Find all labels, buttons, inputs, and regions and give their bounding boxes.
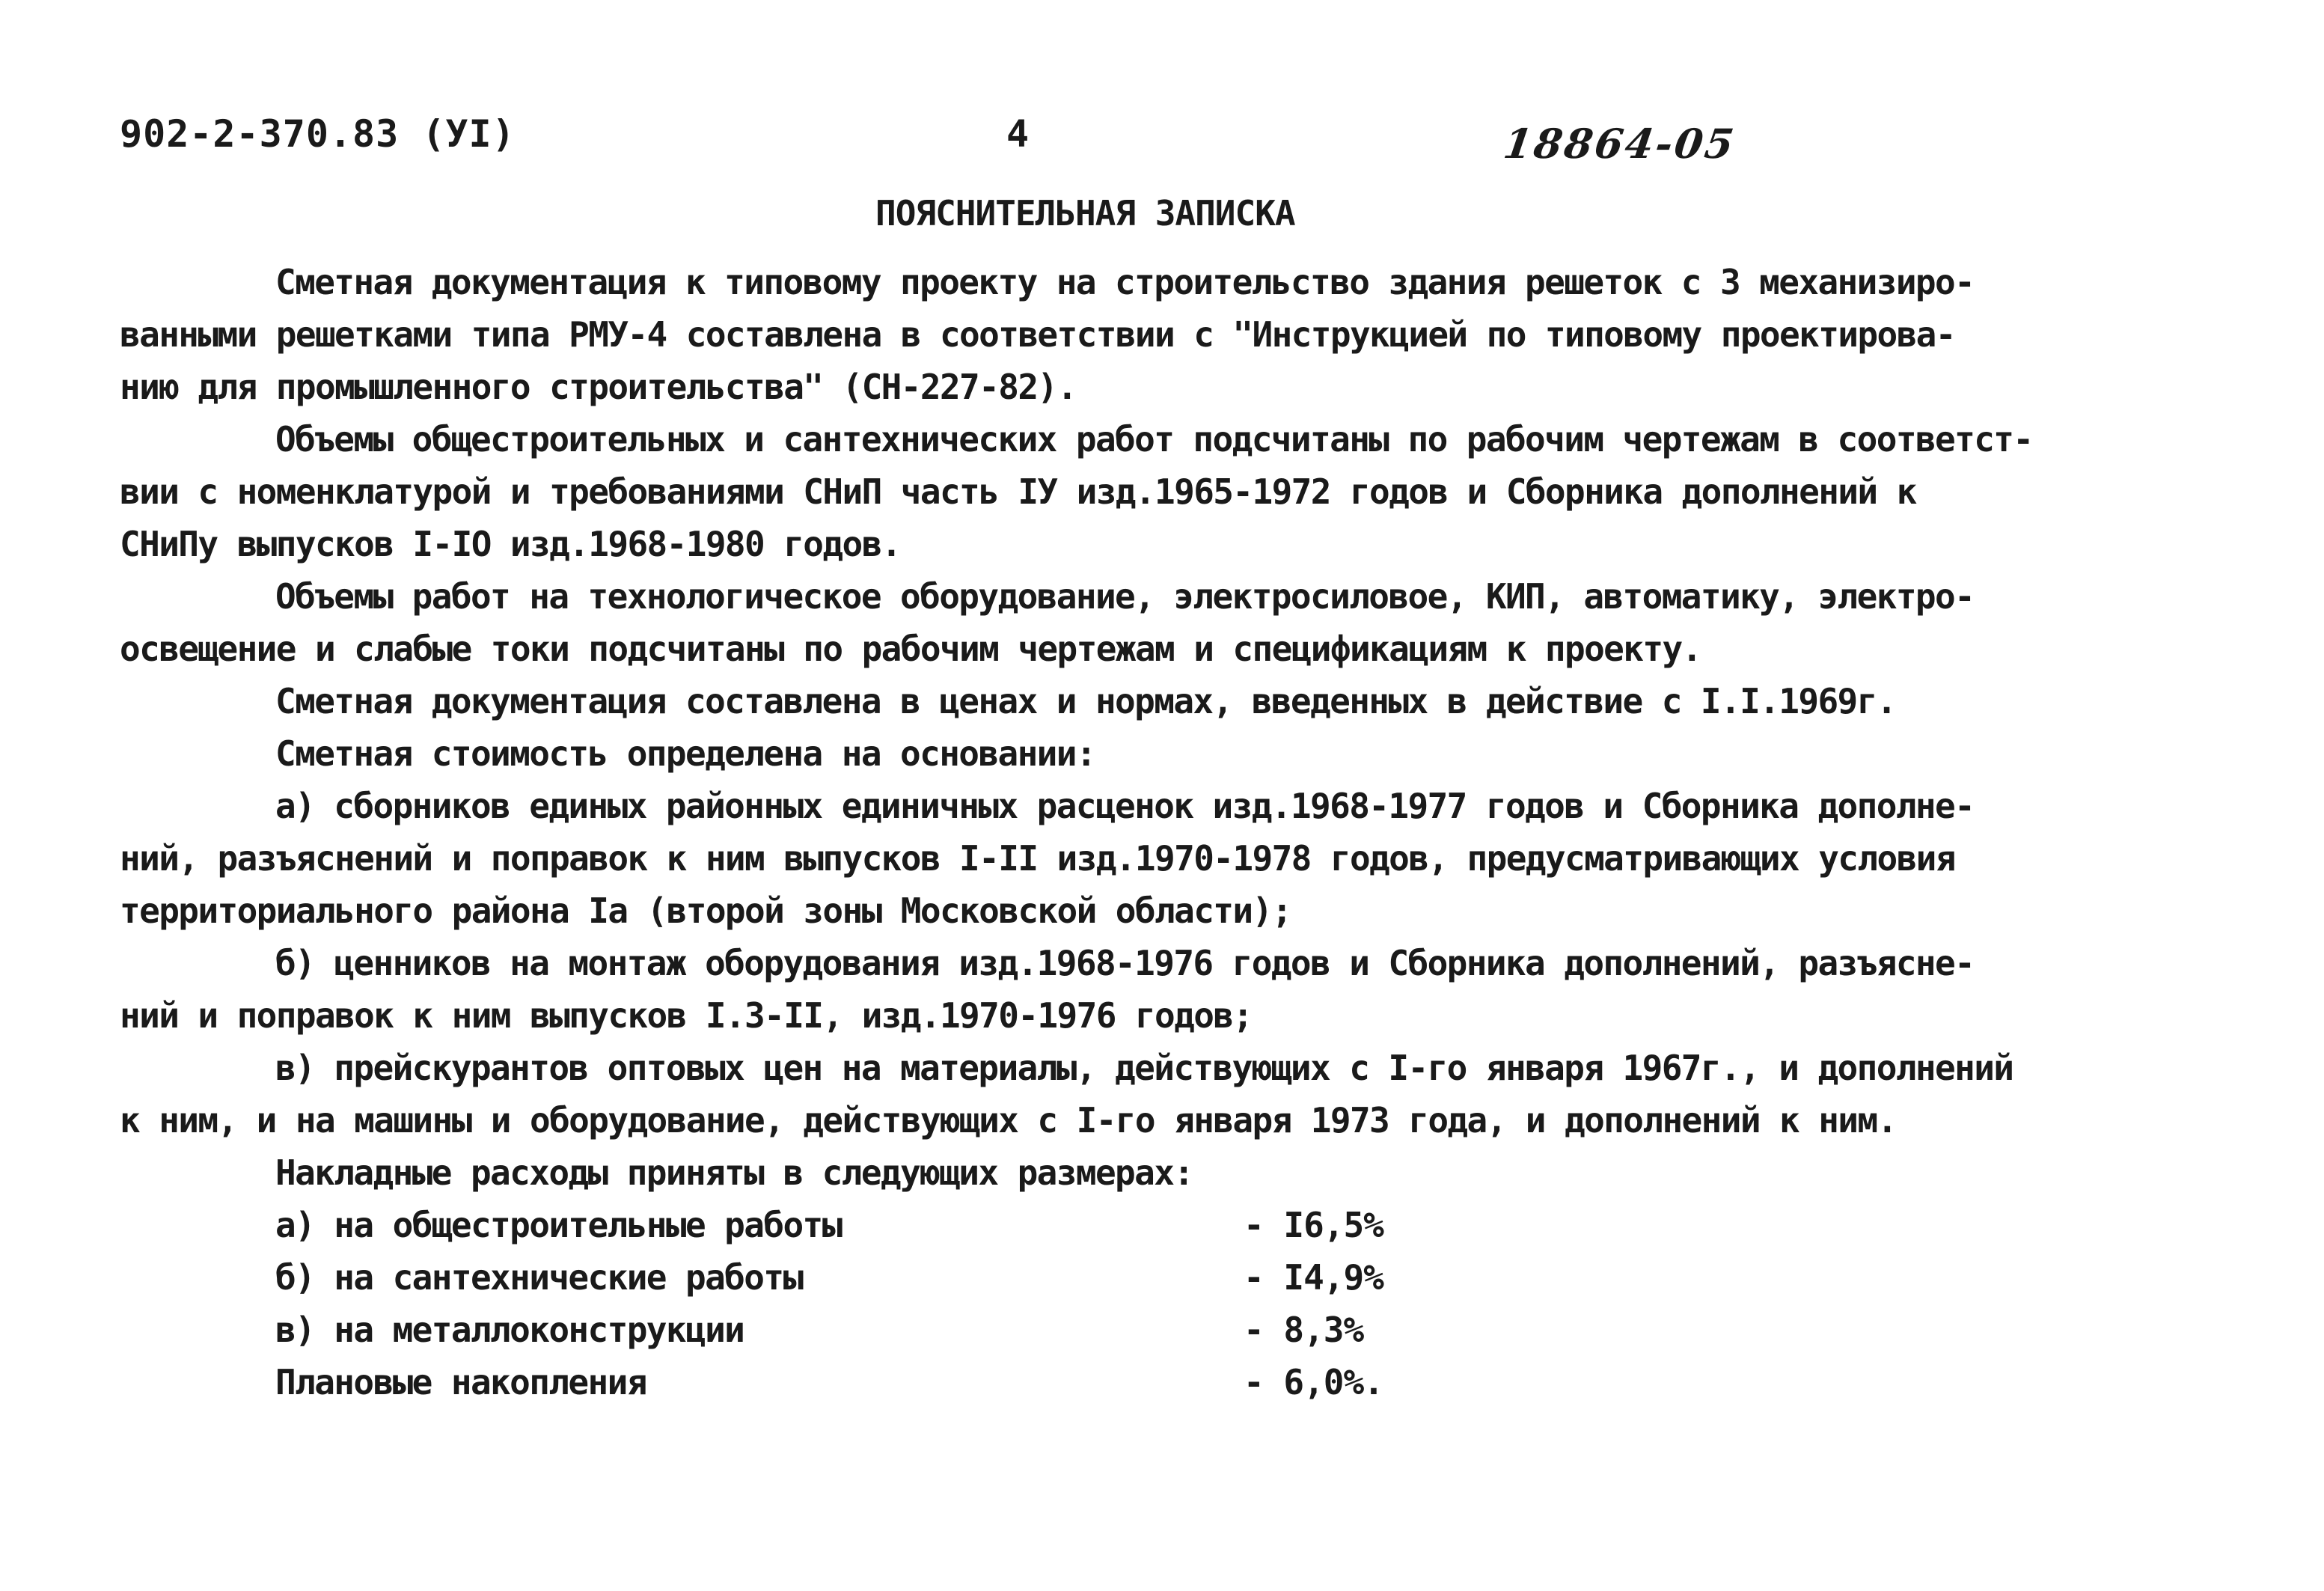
page-number: 4 [1006,112,1030,156]
handwritten-number: 18864-05 [1500,120,1739,168]
paragraph-line: б) ценников на монтаж оборудования изд.1968-1976 годов и Сборника дополнений, разъясне- [275,943,1975,983]
paragraph-line: Сметная документация к типовому проекту на строительство здания решеток с 3 механизиро- [275,262,1975,302]
rate-value: - I6,5% [1244,1205,1383,1245]
paragraph-line: а) сборников единых районных единичных расценок изд.1968-1977 годов и Сборника дополне- [275,786,1975,826]
paragraph-line: нию для промышленного строительства" (СН-227-82). [120,367,1077,407]
paragraph-line: территориального района Iа (второй зоны Московской области); [120,891,1291,931]
paragraph-line: ний, разъяснений и поправок к ним выпусков I-II изд.1970-1978 годов, предусматривающих условия [120,838,1955,879]
rate-value: - 6,0%. [1244,1362,1383,1402]
paragraph-line: ний и поправок к ним выпусков I.3-II, изд.1970-1976 годов; [120,995,1253,1036]
paragraph-line: вии с номенклатурой и требованиями СНиП часть IУ изд.1965-1972 годов и Сборника дополнений к [120,471,1916,512]
rate-label: б) на сантехнические работы [275,1257,803,1298]
paragraph-line: СНиПу выпусков I-IO изд.1968-1980 годов. [120,524,901,564]
paragraph-line: Объемы работ на технологическое оборудование, электросиловое, КИП, автоматику, электро- [275,576,1975,617]
paragraph-line: Объемы общестроительных и сантехнических работ подсчитаны по рабочим чертежам в соответст- [275,419,2033,459]
rate-value: - I4,9% [1244,1257,1383,1298]
paragraph-line: Сметная стоимость определена на основании: [275,733,1095,774]
paragraph-line: освещение и слабые токи подсчитаны по рабочим чертежам и спецификациям к проекту. [120,629,1701,669]
rate-label: а) на общестроительные работы [275,1205,842,1245]
document-title: ПОЯСНИТЕЛЬНАЯ ЗАПИСКА [875,193,1295,233]
rate-label: Плановые накопления [275,1362,646,1402]
paragraph-line: Накладные расходы приняты в следующих размерах: [275,1152,1193,1193]
paragraph-line: ванными решетками типа РМУ-4 составлена в соответствии с "Инструкцией по типовому проектирова- [120,314,1955,355]
rate-value: - 8,3% [1244,1310,1364,1350]
paragraph-line: в) прейскурантов оптовых цен на материалы, действующих с I-го января 1967г., и дополнений [275,1048,2013,1088]
paragraph-line: Сметная документация составлена в ценах и нормах, введенных в действие с I.I.1969г. [275,681,1896,721]
document-code: 902-2-370.83 (УI) [120,112,516,156]
rate-label: в) на металлоконструкции [275,1310,744,1350]
paragraph-line: к ним, и на машины и оборудование, действующих с I-го января 1973 года, и дополнений к ним. [120,1100,1897,1140]
